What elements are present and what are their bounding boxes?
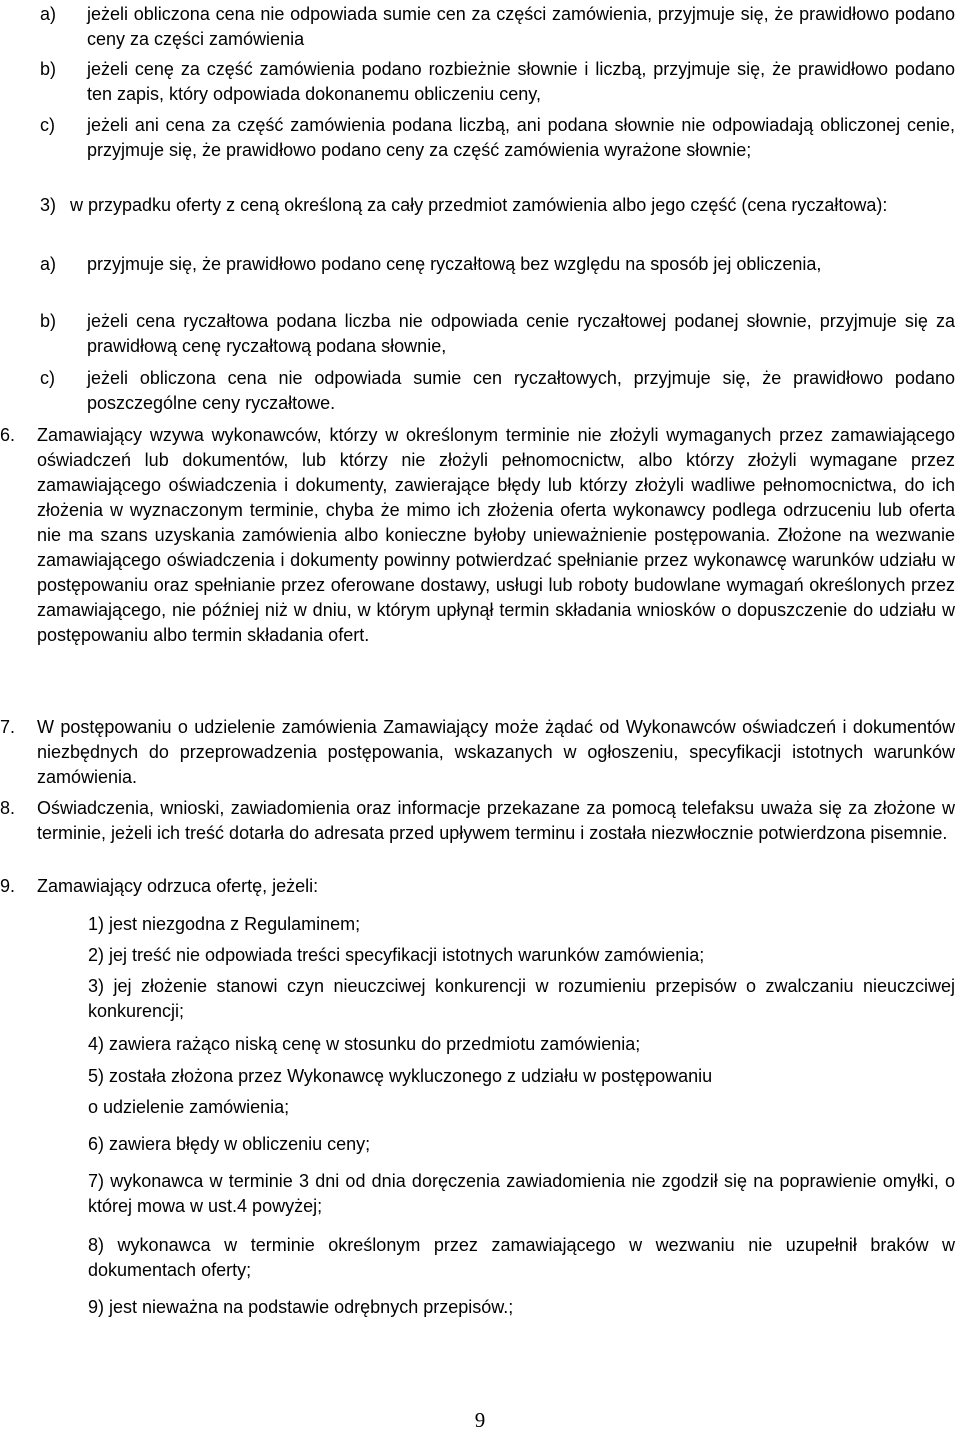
reject-item-1	[88, 912, 955, 937]
reject-item-text: 7) wykonawca w terminie 3 dni od dnia doręczenia zawiadomienia nie zgodził się na poprawienie omyłki, o której mowa w ust.4 powyżej;	[88, 1171, 955, 1216]
paragraph-text: Zamawiający wzywa wykonawców, którzy w określonym terminie nie złożyli wymaganych przez zamawiającego oświadczeń lub dokumentów, lub którzy nie złożyli pełnomocnictw, albo którzy złożyli wymagane przez zamawiającego oświadczenia i dokumenty, zawierające błędy lub którzy złożyli wadliwe pełnomocnictwa, do ich złożenia w wyznaczonym terminie, chyba że mimo ich złożenia oferta wykonawcy podlega odrzuceniu lub oferta nie ma szans uzyskania zamówienia albo konieczne byłoby unieważnienie postępowania. Złożone na wezwanie zamawiającego oświadczenia i dokumenty powinny potwierdzać spełnianie przez wykonawcę warunków udziału w postępowaniu oraz spełnianie przez oferowane dostawy, usługi lub roboty budowlane wymagań określonych przez zamawiającego, nie później niż w dniu, w którym upłynął termin składania wniosków o dopuszczenie do udziału w postępowaniu albo termin składania ofert.	[37, 425, 955, 645]
point-3-item-c	[40, 366, 955, 416]
paragraph-text: W postępowaniu o udzielenie zamówienia Zamawiający może żądać od Wykonawców oświadczeń i dokumentów niezbędnych do przeprowadzenia postępowania, wskazanych w ogłoszeniu, specyfikacji istotnych warunków zamówienia.	[37, 717, 955, 787]
reject-item-6	[88, 1132, 955, 1157]
paragraph-label: 6.	[0, 425, 16, 445]
reject-item-2	[88, 943, 955, 968]
list-item-b	[40, 57, 955, 107]
item-label: c)	[40, 368, 55, 388]
reject-item-5-continued	[88, 1095, 955, 1120]
item-label: b)	[40, 311, 57, 331]
point-label: 3)	[40, 195, 57, 215]
paragraph-9	[0, 874, 955, 899]
paragraph-6	[0, 423, 955, 648]
point-3-item-a	[40, 252, 955, 277]
item-label: b)	[40, 59, 57, 79]
reject-item-8	[88, 1233, 955, 1283]
reject-item-text: 5) została złożona przez Wykonawcę wykluczonego z udziału w postępowaniu	[88, 1066, 713, 1086]
item-text: jeżeli ani cena za część zamówienia podana liczbą, ani podana słownie nie odpowiadają obliczonej cenie, przyjmuje się, że prawidłowo podano ceny za część zamówienia wyrażone słownie;	[87, 115, 955, 160]
page-number: 9	[474, 1408, 486, 1432]
item-text: przyjmuje się, że prawidłowo podano cenę ryczałtową bez względu na sposób jej obliczenia,	[87, 254, 822, 274]
item-label: a)	[40, 4, 57, 24]
paragraph-8	[0, 796, 955, 846]
item-label: a)	[40, 254, 57, 274]
reject-item-4	[88, 1032, 955, 1057]
reject-item-text: 9) jest nieważna na podstawie odrębnych przepisów.;	[88, 1297, 514, 1317]
reject-item-text: 4) zawiera rażąco niską cenę w stosunku do przedmiotu zamówienia;	[88, 1034, 641, 1054]
item-text: jeżeli obliczona cena nie odpowiada sumie cen ryczałtowych, przyjmuje się, że prawidłowo podano poszczególne ceny ryczałtowe.	[87, 368, 955, 413]
point-text: w przypadku oferty z ceną określoną za cały przedmiot zamówienia albo jego część (cena ryczałtowa):	[70, 195, 888, 215]
list-item-a	[40, 2, 955, 52]
paragraph-7	[0, 715, 955, 790]
paragraph-label: 9.	[0, 876, 16, 896]
reject-item-5	[88, 1064, 955, 1089]
reject-item-text: 1) jest niezgodna z Regulaminem;	[88, 914, 361, 934]
reject-item-text: o udzielenie zamówienia;	[88, 1097, 290, 1117]
reject-item-text: 3) jej złożenie stanowi czyn nieuczciwej konkurencji w rozumieniu przepisów o zwalczaniu nieuczciwej konkurencji;	[88, 976, 955, 1021]
list-item-c	[40, 113, 955, 163]
item-label: c)	[40, 115, 55, 135]
paragraph-text: Zamawiający odrzuca ofertę, jeżeli:	[37, 876, 319, 896]
paragraph-label: 7.	[0, 717, 16, 737]
point-3	[40, 193, 955, 218]
paragraph-label: 8.	[0, 798, 16, 818]
point-3-item-b	[40, 309, 955, 359]
item-text: jeżeli cena ryczałtowa podana liczba nie odpowiada cenie ryczałtowej podanej słownie, przyjmuje się za prawidłową cenę ryczałtową podana słownie,	[87, 311, 955, 356]
reject-item-3	[88, 974, 955, 1024]
reject-item-9	[88, 1295, 955, 1320]
item-text: jeżeli cenę za część zamówienia podano rozbieżnie słownie i liczbą, przyjmuje się, że prawidłowo podano ten zapis, który odpowiada dokonanemu obliczeniu ceny,	[87, 59, 955, 104]
reject-item-text: 2) jej treść nie odpowiada treści specyfikacji istotnych warunków zamówienia;	[88, 945, 705, 965]
paragraph-text: Oświadczenia, wnioski, zawiadomienia oraz informacje przekazane za pomocą telefaksu uważa się za złożone w terminie, jeżeli ich treść dotarła do adresata przed upływem terminu i została niezwłocznie potwierdzona pisemnie.	[37, 798, 955, 843]
reject-item-text: 6) zawiera błędy w obliczeniu ceny;	[88, 1134, 371, 1154]
item-text: jeżeli obliczona cena nie odpowiada sumie cen za części zamówienia, przyjmuje się, że prawidłowo podano ceny za części zamówienia	[87, 4, 955, 49]
reject-item-text: 8) wykonawca w terminie określonym przez zamawiającego w wezwaniu nie uzupełnił braków w dokumentach oferty;	[88, 1235, 955, 1280]
reject-item-7	[88, 1169, 955, 1219]
